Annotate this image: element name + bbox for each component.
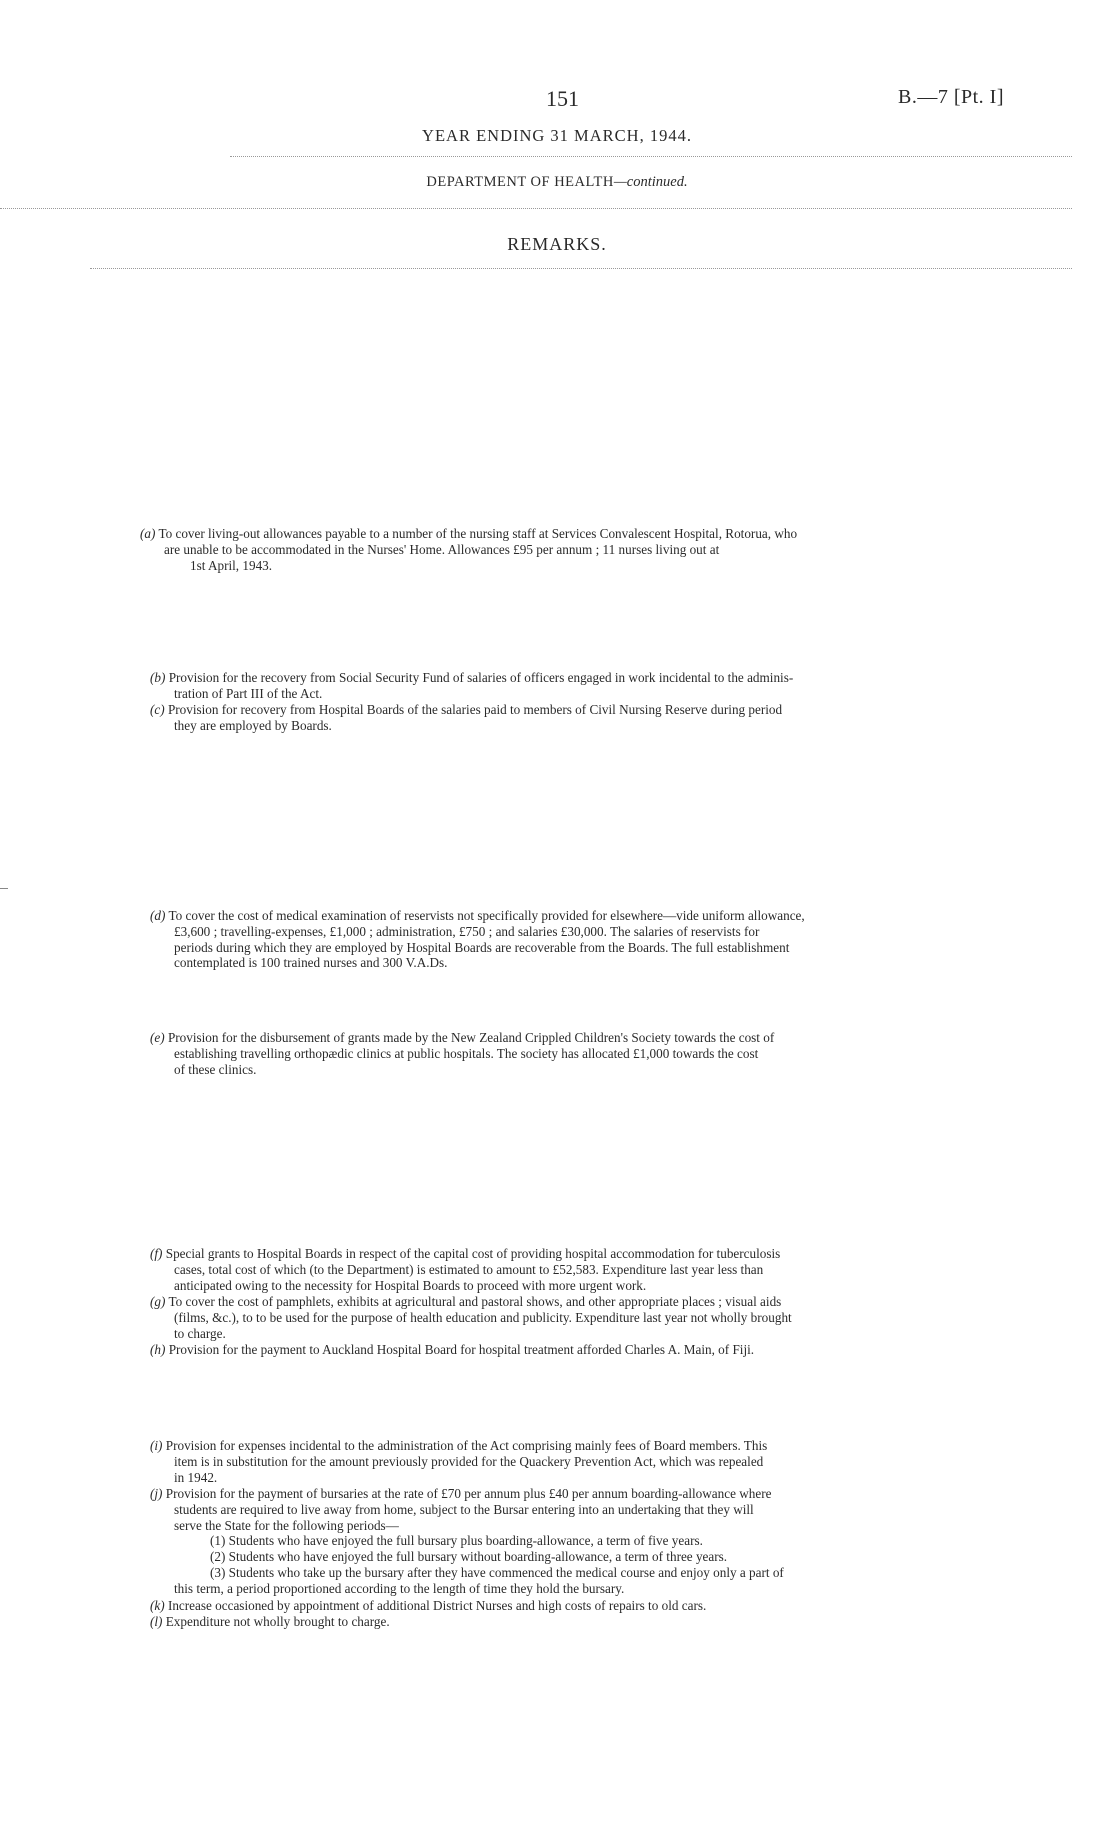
remark-h: (h) Provision for the payment to Auckland Hospital Board for hospital treatment afforded Charles A. Main, of Fiji.	[150, 1342, 755, 1357]
bursary-term-1: (1) Students who have enjoyed the full bursary plus boarding-allowance, a term of five years.	[210, 1533, 703, 1549]
department-heading: DEPARTMENT OF HEALTH—continued.	[426, 174, 688, 190]
remark-a: (a) To cover living-out allowances payable to a number of the nursing staff at Services Convalescent Hospital, Rotorua, who are unable to be accommodated in the Nurses' Home. Allowances £95 per annum ; 11 nurses living out at 1st April, 1943.	[140, 526, 798, 573]
page-number: 151	[546, 86, 579, 111]
remark-g: (g) To cover the cost of pamphlets, exhibits at agricultural and pastoral shows, and other appropriate places ; visual aids (films, &c.), to to be used for the purpose of health education and publicity. Expenditure last year not wholly brought to charge.	[150, 1294, 792, 1341]
remark-c: (c) Provision for recovery from Hospital Boards of the salaries paid to members of Civil Nursing Reserve during period they are employed by Boards.	[150, 702, 783, 733]
remark-j: (j) Provision for the payment of bursaries at the rate of £70 per annum plus £40 per annum boarding-allowance where students are required to live away from home, subject to the Bursar entering into an undertaking that they will serve the State for the following periods— (1) Students who have enjoyed the full bursary plus boarding-allowance, a term of five years. (2) Students who have enjoyed the full bursary without boarding-allowance, a term of three years. (3) Students who take up the bursary after they have commenced the medical course and enjoy only a part of this term, a period proportioned according to the length of time they hold the bursary.	[150, 1486, 784, 1596]
document-reference: B.—7 [Pt. I]	[898, 86, 1004, 108]
remark-b: (b) Provision for the recovery from Social Security Fund of salaries of officers engaged in work incidental to the adminis- tration of Part III of the Act.	[150, 670, 794, 701]
remark-e: (e) Provision for the disbursement of grants made by the New Zealand Crippled Children's Society towards the cost of establishing travelling orthopædic clinics at public hospitals. The society has allocated £1,000 towards the cost of these clinics.	[150, 1030, 775, 1077]
remark-f: (f) Special grants to Hospital Boards in respect of the capital cost of providing hospital accommodation for tuberculosis cases, total cost of which (to the Department) is estimated to amount to £52,583. Expenditure last year less than anticipated owing to the necessity for Hospital Boards to proceed with more urgent work.	[150, 1246, 781, 1293]
rule-bottom	[90, 268, 1072, 269]
year-heading: YEAR ENDING 31 MARCH, 1944.	[422, 126, 692, 145]
remark-d: (d) To cover the cost of medical examination of reservists not specifically provided for elsewhere—vide uniform allowance, £3,600 ; travelling-expenses, £1,000 ; administration, £750 ; and salaries £30,000. The salaries of reservists for periods during which they are employed by Hospital Boards are recoverable from the Boards. The full establishment contemplated is 100 trained nurses and 300 V.A.Ds.	[150, 908, 805, 971]
rule-middle	[0, 208, 1072, 209]
margin-mark	[0, 888, 8, 889]
section-title: REMARKS.	[507, 234, 607, 254]
bursary-term-3: (3) Students who take up the bursary after they have commenced the medical course and enjoy only a part of	[210, 1564, 784, 1580]
rule-top	[230, 156, 1072, 157]
remark-k: (k) Increase occasioned by appointment of additional District Nurses and high costs of repairs to old cars.	[150, 1598, 707, 1613]
remark-i: (i) Provision for expenses incidental to the administration of the Act comprising mainly fees of Board members. This item is in substitution for the amount previously provided for the Quackery Prevention Act, which was repealed in 1942.	[150, 1438, 768, 1485]
remark-l: (l) Expenditure not wholly brought to charge.	[150, 1614, 390, 1629]
bursary-term-2: (2) Students who have enjoyed the full bursary without boarding-allowance, a term of three years.	[210, 1549, 728, 1565]
